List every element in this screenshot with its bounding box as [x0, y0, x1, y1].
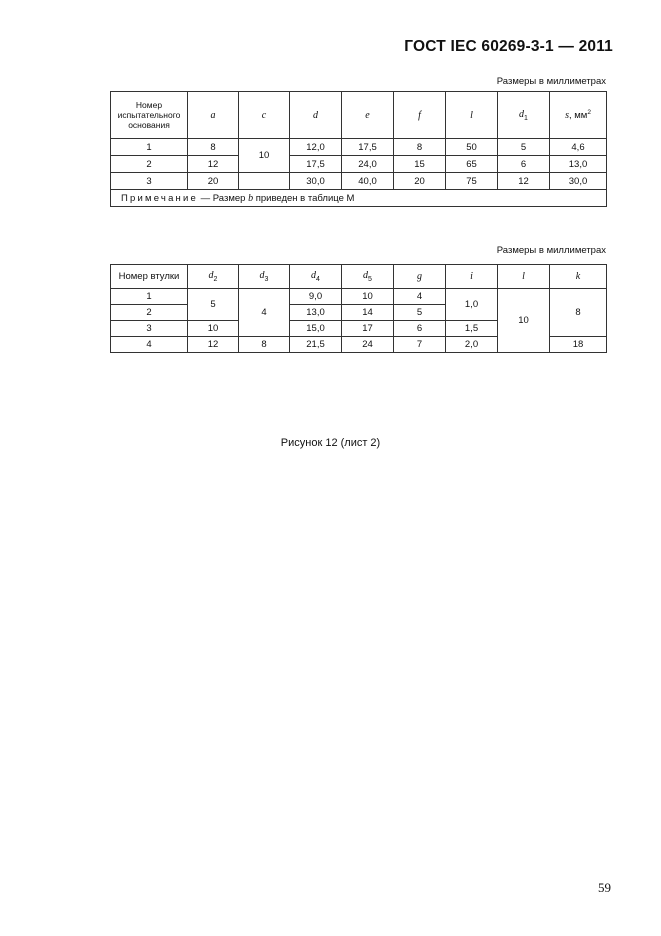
- cell-num: 1: [111, 139, 188, 156]
- cell-k: 18: [550, 337, 607, 353]
- table-header-row: [111, 265, 607, 289]
- cell-d: 17,5: [290, 156, 342, 173]
- cell-i: 1,5: [446, 321, 498, 337]
- cell-d3-merged: 4: [239, 289, 290, 337]
- cell-num: 1: [111, 289, 188, 305]
- cell-g: 6: [394, 321, 446, 337]
- cell-g: 7: [394, 337, 446, 353]
- cell-d3: 8: [239, 337, 290, 353]
- cell-d4: 9,0: [290, 289, 342, 305]
- cell-i: 2,0: [446, 337, 498, 353]
- table-row: [111, 156, 607, 173]
- cell-num: 4: [111, 337, 188, 353]
- table1-units: Размеры в миллиметрах: [496, 76, 606, 87]
- cell-num: 2: [111, 305, 188, 321]
- table-header-row: [111, 92, 607, 139]
- cell-s: 30,0: [550, 173, 607, 190]
- cell-d4: 15,0: [290, 321, 342, 337]
- page-number: 59: [598, 880, 611, 895]
- cell-d4: 21,5: [290, 337, 342, 353]
- header-k: k: [550, 265, 607, 289]
- cell-d5: 14: [342, 305, 394, 321]
- header-d3: $d_3$: [239, 265, 290, 289]
- cell-l-merged: 10: [498, 289, 550, 353]
- document-header: ГОСТ IEC 60269-3-1 — 2011: [404, 38, 613, 55]
- cell-num: 2: [111, 156, 188, 173]
- cell-e: 24,0: [342, 156, 394, 173]
- cell-l: 65: [446, 156, 498, 173]
- header-a: a: [188, 92, 239, 139]
- header-d: d: [290, 92, 342, 139]
- cell-f: 20: [394, 173, 446, 190]
- cell-c-merged: 10: [239, 139, 290, 173]
- header-f: f: [394, 92, 446, 139]
- header-s: s, $мм^2$: [550, 92, 607, 139]
- cell-d5: 10: [342, 289, 394, 305]
- header-g: g: [394, 265, 446, 289]
- cell-d5: 24: [342, 337, 394, 353]
- cell-d2: 10: [188, 321, 239, 337]
- cell-s: 13,0: [550, 156, 607, 173]
- header-d1: $d_1$: [498, 92, 550, 139]
- cell-g: 4: [394, 289, 446, 305]
- table-note-row: [111, 190, 607, 207]
- cell-d1: 5: [498, 139, 550, 156]
- test-base-dimensions-table: [110, 91, 607, 207]
- cell-g: 5: [394, 305, 446, 321]
- header-i: i: [446, 265, 498, 289]
- cell-d5: 17: [342, 321, 394, 337]
- cell-c-empty: [239, 173, 290, 190]
- table-note: Примечание — Размер b приведен в таблице М: [111, 190, 607, 207]
- table-row: [111, 139, 607, 156]
- cell-d4: 13,0: [290, 305, 342, 321]
- cell-s: 4,6: [550, 139, 607, 156]
- cell-i-merged: 1,0: [446, 289, 498, 321]
- table-row: [111, 173, 607, 190]
- header-c: c: [239, 92, 290, 139]
- cell-k-merged: 8: [550, 289, 607, 337]
- figure-caption: Рисунок 12 (лист 2): [280, 437, 381, 449]
- header-l: l: [498, 265, 550, 289]
- cell-d: 30,0: [290, 173, 342, 190]
- cell-d1: 12: [498, 173, 550, 190]
- header-bushing-number: Номер втулки: [111, 265, 188, 289]
- cell-l: 50: [446, 139, 498, 156]
- header-base-number: Номер испытательного основания: [111, 92, 188, 139]
- header-d4: $d_4$: [290, 265, 342, 289]
- table2-units: Размеры в миллиметрах: [496, 245, 606, 256]
- cell-a: 20: [188, 173, 239, 190]
- header-d2: $d_2$: [188, 265, 239, 289]
- cell-f: 8: [394, 139, 446, 156]
- cell-a: 12: [188, 156, 239, 173]
- cell-num: 3: [111, 173, 188, 190]
- header-e: e: [342, 92, 394, 139]
- cell-num: 3: [111, 321, 188, 337]
- cell-l: 75: [446, 173, 498, 190]
- cell-d2-merged: 5: [188, 289, 239, 321]
- table-row: [111, 289, 607, 305]
- cell-d: 12,0: [290, 139, 342, 156]
- cell-d1: 6: [498, 156, 550, 173]
- cell-a: 8: [188, 139, 239, 156]
- bushing-dimensions-table: [110, 264, 607, 353]
- header-d5: $d_5$: [342, 265, 394, 289]
- header-l: l: [446, 92, 498, 139]
- cell-e: 17,5: [342, 139, 394, 156]
- cell-d2: 12: [188, 337, 239, 353]
- cell-f: 15: [394, 156, 446, 173]
- cell-e: 40,0: [342, 173, 394, 190]
